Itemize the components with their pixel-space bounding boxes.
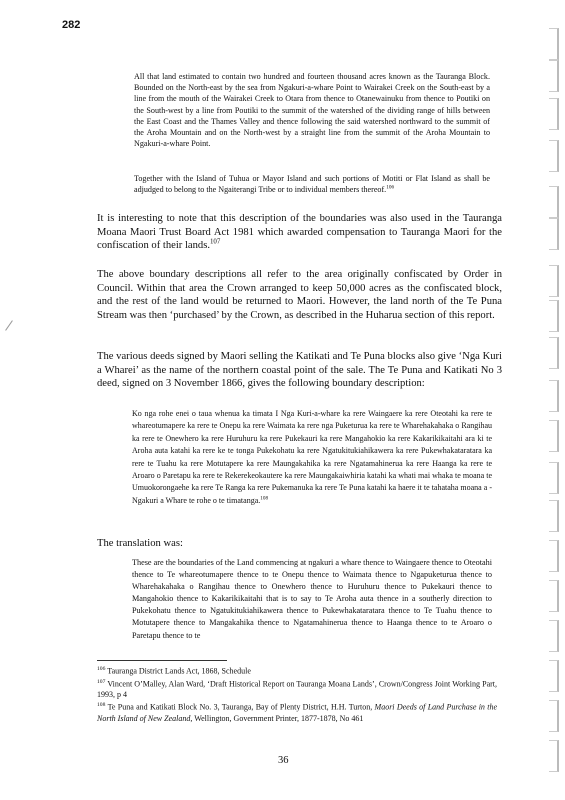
- footnote-text: , Wellington, Government Printer, 1877-1878, No 461: [190, 713, 364, 723]
- binding-mark: [549, 218, 559, 250]
- binding-mark: [549, 740, 559, 772]
- footnote-108: [97, 700, 497, 724]
- paragraph-deeds: [97, 350, 502, 391]
- binding-mark: [549, 540, 559, 572]
- block-quote-islands: [134, 173, 490, 195]
- footnote-divider: [97, 660, 227, 661]
- binding-mark: [549, 380, 559, 412]
- page-number-top: 282: [62, 19, 81, 31]
- footnote-ref-108: 108: [260, 495, 269, 502]
- paragraph-confiscation-text: The above boundary descriptions all refer to the area originally confiscated by Order in Council. Within that area the Crown arranged to keep 50,000 acres as the confiscated block, and the rest of the land would be returned to Maori. However, the land north of the Te Puna Stream was then ‘purchased’ by the Crown, as described in the Huharua section of this report.: [97, 269, 502, 321]
- binding-mark: [549, 580, 559, 612]
- scan-artifact: [5, 320, 13, 330]
- paragraph-trust-board-text: It is interesting to note that this description of the boundaries was also used in the Tauranga Moana Maori Trust Board Act 1981 which awarded compensation to Tauranga Maori for the confiscation of their lands.: [97, 213, 502, 251]
- footnote-title-italic: Maori Deeds of Land Purchase in the North Island of New Zealand: [97, 702, 498, 723]
- paragraph-confiscation: [97, 268, 502, 322]
- page-number-bottom: 36: [278, 755, 289, 766]
- binding-mark: [549, 28, 559, 60]
- binding-mark: [549, 300, 559, 332]
- footnote-107: [97, 677, 497, 701]
- maori-deed-text: Ko nga rohe enei o taua whenua ka timata I Nga Kuri-a-whare ka rere Waingaere ka rere Oteotahi ka rere te whareotumapere ka rere te Onepu ka rere Waimata ka rere nga Puketurua ka rere te Wharehakahaka o Rangihau ka rere te Onewhero ka rere Huruhuru ka rere Pukekauri ka rere Mangahokio ka rere Kakarikikaitahi ara ki te Aroha auta katahi ka rere ke te tonga Pukekohatu ka rere Ngatukitukiahikawera ka rere Pukewhakataratara ka rere te Tuahu ka rere Motutapere ka rere Maungakahika ka rere Ngatamahinerua ka rere Haanga ka rere te Aroaro o Paretapu ka rere te Rekerekeokautere ka rere Maungakaiwhiria katahi ka whati mai whaka te moana te Umuokorongaehe ka rere Te Ranga ka rere Pukemanuka ka rere Te Puna katahi ka haere it te tahataha moana a - Ngakuri a Whare te rohe o te timatanga.: [132, 409, 492, 505]
- binding-mark: [549, 265, 559, 297]
- binding-mark: [549, 186, 559, 218]
- footnotes: [97, 664, 497, 724]
- binding-mark: [549, 620, 559, 652]
- footnote-number: 108: [97, 702, 106, 709]
- quote-boundary-text: All that land estimated to contain two hundred and fourteen thousand acres known as the Tauranga Block. Bounded on the North-east by the sea from Ngakuri-a-whare Point to Wairakei Creek on the South-east by a line from the mouth of the Wairakei Creek to Otara from thence to Otanewainuku from thence to Poutiki on the South-west by a line from Poutiki to the summit of the watershed of the dividing range of hills between the East Coast and the Thames Valley and thence following the said watershed northward to the summit of the Aroha Mountain and on the North-west by a straight line from the summit of the Aroha Mountain to Ngakuri-a-whare Point.: [134, 72, 490, 149]
- paragraph-deeds-text: The various deeds signed by Maori selling the Katikati and Te Puna blocks also give ‘Nga Kuri a Wharei’ as the name of the northern coastal point of the sale. The Te Puna and Katikati No 3 deed, signed on 3 November 1866, gives the following boundary description:: [97, 351, 502, 389]
- paragraph-trust-board: [97, 212, 502, 253]
- quote-islands-text: Together with the Island of Tuhua or Mayor Island and such portions of Motiti or Flat Island as shall be adjudged to belong to the Ngaiterangi Tribe or to individual members thereof.: [134, 174, 490, 195]
- block-quote-maori: [132, 408, 492, 507]
- footnote-ref-107: 107: [209, 238, 221, 246]
- binding-mark: [549, 337, 559, 369]
- footnote-text: Tauranga District Lands Act, 1868, Schedule: [107, 666, 251, 676]
- footnote-text: Vincent O’Malley, Alan Ward, ‘Draft Historical Report on Tauranga Moana Lands’, Crown/Congress Joint Working Part, 1993, p 4: [97, 679, 498, 700]
- binding-mark: [549, 700, 559, 732]
- footnote-number: 107: [97, 678, 106, 685]
- binding-mark: [549, 60, 559, 92]
- footnote-106: [97, 664, 497, 677]
- translation-heading: The translation was:: [97, 538, 183, 549]
- footnote-number: 106: [97, 666, 106, 672]
- footnote-ref-106: 106: [386, 184, 395, 191]
- block-quote-translation: [132, 557, 492, 642]
- translation-text: These are the boundaries of the Land commencing at ngakuri a whare thence to Waingaere thence to Oteotahi thence to Te whareotumapere thence to te Onepu thence to Waimata thence to Ngapuketurua thence to Wharehakahaka o Rangihau thence to Onewhero thence to Huruhuru thence to Pukekauri thence to Mangahokio thence to Kakarikikaitahi that is to say to Te Aroha auta thence in a southerly direction to Pukekohatu thence to Ngatukitukiahikawera thence to Pukewhakataratara thence to Te Tuahu thence to Motutapere thence to Mangakahika thence to Ngatamahinerua thence to Haanga thence to te Aroaro o Paretapu thence to te: [132, 558, 492, 640]
- binding-mark: [549, 140, 559, 172]
- binding-mark: [549, 462, 559, 494]
- block-quote-boundary: [134, 71, 490, 149]
- footnote-text: Te Puna and Katikati Block No. 3, Tauranga, Bay of Plenty District, H.H. Turton,: [107, 702, 375, 712]
- binding-mark: [549, 420, 559, 452]
- binding-mark: [549, 98, 559, 130]
- binding-mark: [549, 500, 559, 532]
- binding-mark: [549, 660, 559, 692]
